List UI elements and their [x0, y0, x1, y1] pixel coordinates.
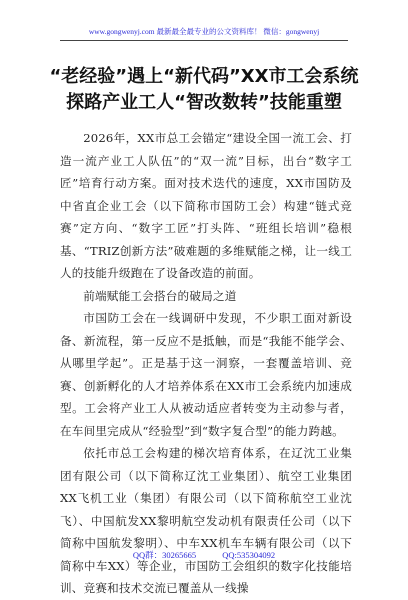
header-divider	[60, 40, 348, 41]
section-heading: 前端赋能工会搭台的破局之道	[83, 288, 237, 303]
site-footer	[0, 549, 408, 561]
document-title: “老经验”遇上“新代码”XX市工会系统探路产业工人“智改数转”技能重塑	[49, 66, 359, 113]
document-body	[60, 127, 352, 600]
qq-group-text: QQ群：30265665	[132, 550, 197, 560]
paragraph: 依托市总工会构建的梯次培育体系，在辽沈工业集团有限公司（以下简称辽沈工业集团）、航空工业集团XX飞机工业（集团）有限公司（以下简称航空工业沈飞）、中国航发XX黎明航空发动机有限责任公司（以下简称中国航发黎明）、中车XX机车车辆有限公司（以下简称中车XX）等企业，市国防工会组织的数字化技能培训、竞赛和技术交流已覆盖从一线操	[60, 446, 352, 595]
paragraph: 2026年，XX市总工会锚定“建设全国一流工会、打造一流产业工人队伍”的“双一流”目标，出台“数字工匠”培育行动方案。面对技术迭代的速度，XX市国防及中省直企业工会（以下简称市国防工会）构建“链式竞赛”定方向、“数字工匠”打头阵、“班组长培训”稳根基、“TRIZ创新方法”破难题的多维赋能之梯，让一线工人的技能升级跑在了设备改造的前面。	[60, 131, 352, 280]
paragraph: 市国防工会在一线调研中发现，不少职工面对新设备、新流程，第一反应不是抵触，而是“我能不能学会、从哪里学起”。正是基于这一洞察，一套覆盖培训、竞赛、创新孵化的人才培养体系在XX市工会系统内加速成型。工会将产业工人从被动适应者转变为主动参与者，在车间里完成从“经验型”到“数字复合型”的能力跨越。	[60, 311, 352, 438]
site-header: www.gongwenyj.com 最新最全最专业的公文资料库！ 微信：gongwenyj	[88, 27, 320, 36]
qq-contact-text: QQ:535304092	[222, 550, 276, 560]
